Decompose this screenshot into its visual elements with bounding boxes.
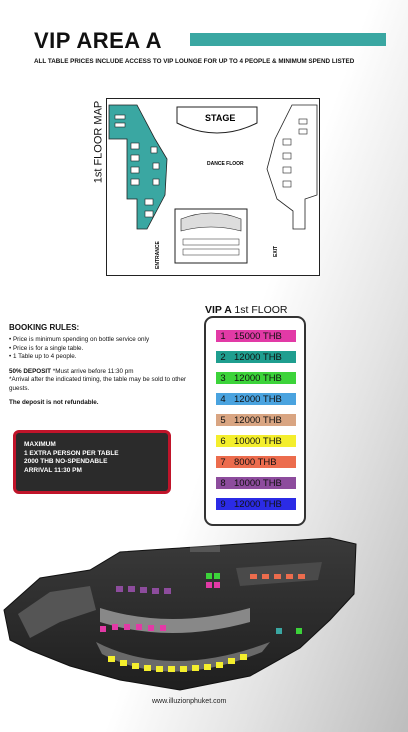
floor-map-label-text: 1st FLOOR MAP <box>92 100 105 184</box>
price-row-number: 3 <box>220 372 226 384</box>
notice-line: MAXIMUM <box>24 441 56 448</box>
deposit-rule-bold: 50% DEPOSIT <box>9 367 51 375</box>
price-row-number: 9 <box>220 498 226 510</box>
rule-item: • Price is for a single table. <box>9 344 84 352</box>
arrival-note: *Arrival after the indicated timing, the table may be sold to other guests. <box>9 376 187 392</box>
price-row-value: 8000 THB <box>234 456 277 468</box>
rule-item: • Price is minimum spending on bottle service only <box>9 336 150 343</box>
booking-rules-heading: BOOKING RULES: <box>9 323 80 332</box>
dance-floor-label: DANCE FLOOR <box>207 161 244 167</box>
price-row[interactable] <box>216 498 296 510</box>
price-row[interactable] <box>216 393 296 405</box>
price-row-value: 12000 THB <box>234 351 282 363</box>
stage-label: STAGE <box>205 113 236 123</box>
price-row-value: 12000 THB <box>234 372 282 384</box>
price-row-number: 1 <box>220 330 226 342</box>
exit-label: EXIT <box>273 245 279 257</box>
price-row-number: 5 <box>220 414 226 426</box>
price-row[interactable] <box>216 435 296 447</box>
page-title: VIP AREA A <box>34 28 163 53</box>
deposit-rule-text: *Must arrive before 11:30 pm <box>51 367 134 375</box>
price-row[interactable] <box>216 456 296 468</box>
price-row[interactable] <box>216 372 296 384</box>
price-list-title <box>205 304 288 316</box>
price-row-value: 12000 THB <box>234 414 282 426</box>
price-row-number: 6 <box>220 435 226 447</box>
price-row[interactable] <box>216 414 296 426</box>
notice-line: 2000 THB NO-SPENDABLE <box>24 458 108 465</box>
entrance-label: ENTRANCE <box>155 241 161 269</box>
price-list-title-suffix: 1st FLOOR <box>234 304 288 316</box>
3d-floor-plan <box>0 530 408 700</box>
price-row-number: 7 <box>220 456 226 468</box>
price-row[interactable] <box>216 330 296 342</box>
refund-note: The deposit is not refundable. <box>9 399 99 406</box>
price-list-panel <box>204 316 306 526</box>
price-row[interactable] <box>216 351 296 363</box>
booking-rules <box>9 323 199 408</box>
price-row-value: 10000 THB <box>234 435 282 447</box>
page-subtitle: ALL TABLE PRICES INCLUDE ACCESS TO VIP LOUNGE FOR UP TO 4 PEOPLE & MINIMUM SPEND LISTED <box>34 58 355 65</box>
deposit-rule <box>9 368 199 377</box>
price-row-number: 4 <box>220 393 226 405</box>
price-row-value: 10000 THB <box>234 477 282 489</box>
price-row[interactable] <box>216 477 296 489</box>
notice-line: 1 EXTRA PERSON PER TABLE <box>24 449 119 457</box>
price-list-title-main: VIP A <box>205 304 232 316</box>
floor-map-label <box>93 100 105 190</box>
price-row-value: 15000 THB <box>234 330 282 342</box>
title-accent-bar <box>190 33 386 46</box>
price-row-value: 12000 THB <box>234 498 282 510</box>
price-row-number: 2 <box>220 351 226 363</box>
floor-map <box>106 98 320 276</box>
notice-line: ARRIVAL 11:30 PM <box>24 466 82 474</box>
website-url[interactable]: www.illuzionphuket.com <box>152 698 227 705</box>
price-row-number: 8 <box>220 477 226 489</box>
price-row-value: 12000 THB <box>234 393 282 405</box>
rule-item: • 1 Table up to 4 people. <box>9 353 77 360</box>
right-seating-area <box>267 105 317 229</box>
notice-box <box>13 430 171 494</box>
